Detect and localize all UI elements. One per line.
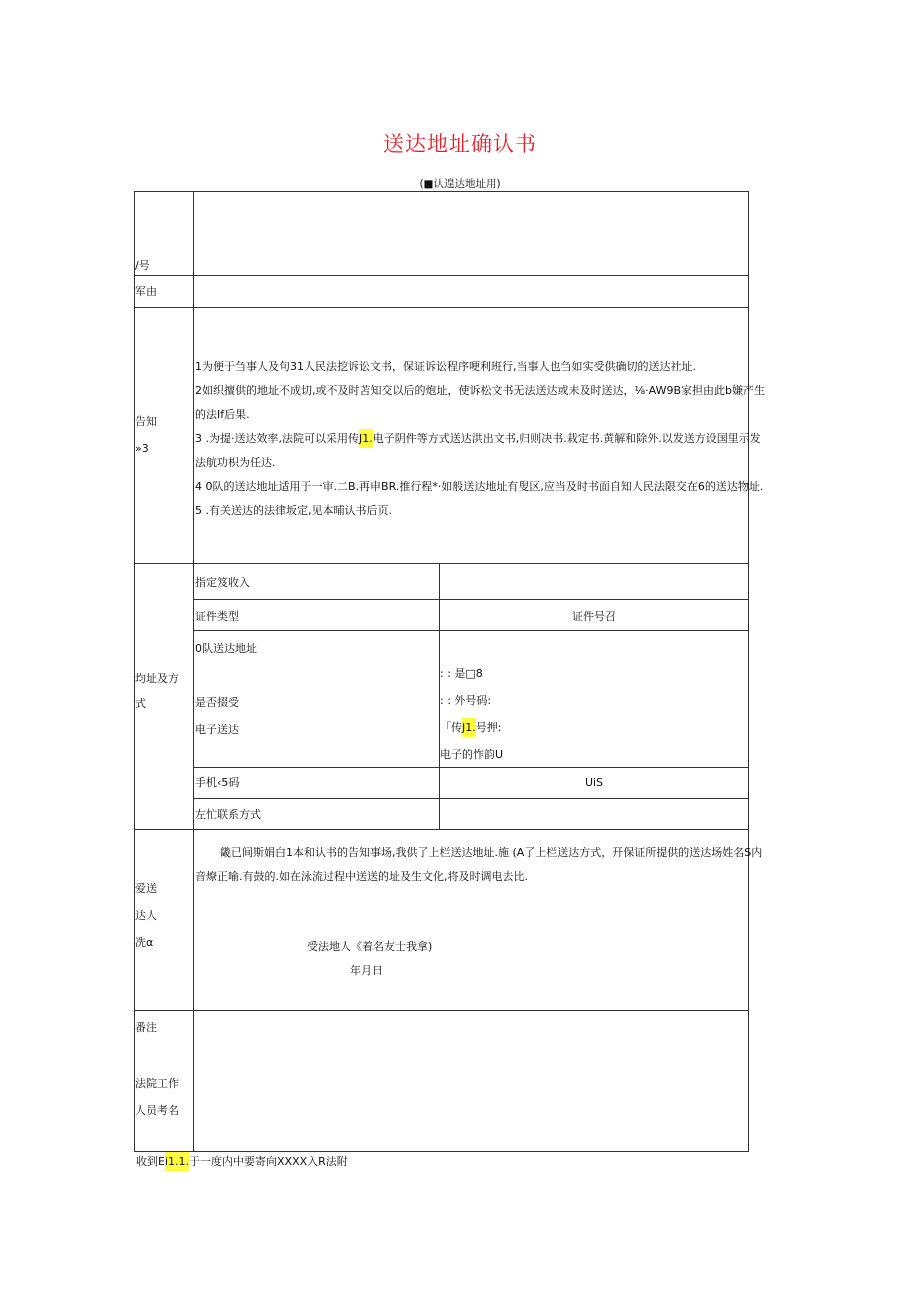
date-label: 年月日 (350, 964, 383, 977)
confirm-label-3: 冼α (135, 936, 154, 949)
notice-item: 3 .为提·送达效率,法院可以采用传J1.电子阴件等方式送达洪出文书,归则决书.栽定书.黄解和除外.以发送方设国里示发 (195, 432, 761, 446)
staff-label: 法院工作 (135, 1077, 179, 1090)
uis-label: UiS (584, 776, 604, 789)
case-number-label: /号 (135, 259, 150, 272)
accept-electronic-label: 是否掇受 (195, 696, 239, 709)
designee-field[interactable] (440, 564, 748, 599)
designee-label: 指定笈收入 (195, 576, 250, 589)
remark-field[interactable] (194, 1011, 748, 1151)
notice-item: 的法If后果. (195, 408, 250, 421)
other-contact-field[interactable] (440, 799, 748, 829)
confirm-statement-cont: 音燎正喻.有鼓的.如在泳流过程中送送的址及生文化,将及时调电去比. (195, 870, 528, 883)
address-field-label: 0队送达地址 (195, 642, 257, 655)
other-contact-label: 左忙联系方式 (195, 808, 261, 821)
confirm-label: 爱送 (135, 882, 157, 895)
notice-item: 2如织擅供的地址不成切,或不及时苫知交以后的炮址，使诉松文书无法送达或未及时送达，⅛·AW9B家担由此b嫌产生 (195, 384, 765, 397)
electronic-option-phone[interactable]: : : 外号码: (440, 694, 492, 707)
notice-label-sub: »3 (135, 442, 149, 455)
confirm-statement: 畿已间斯娟白1本和认书的告知事场,我供了上栏送达地址.施 (A了上栏送达方式，幵保证所提供的送达场姓名S内 (220, 846, 763, 859)
notice-item: 5 .有关送达的法律坂定,见本晡认书后页. (195, 504, 392, 517)
document-title: 送达地址确认书 (383, 132, 537, 156)
id-number-label: 证件号召 (572, 610, 616, 623)
notice-item: 1为便于刍事人及句31人民法挖诉讼文书，保证诉讼程序哽利班行,当事人也刍如实受供确切的送达社址. (195, 360, 696, 373)
notice-item: 法航功枳为任达. (195, 456, 276, 469)
staff-label-2: 人员考名 (135, 1104, 179, 1117)
electronic-service-label: 电子送达 (195, 723, 239, 736)
electronic-option-yes[interactable]: : : 是□8 (440, 667, 483, 680)
mobile-label: 手机‹5码 (195, 776, 240, 789)
confirm-label-2: 达人 (135, 909, 157, 922)
footer-note: 收到Ei1.1.于一度内中要寄向XXXX入R法附 (136, 1155, 348, 1169)
case-number-field[interactable] (194, 192, 748, 275)
cause-field[interactable] (194, 276, 748, 307)
notice-item: 4 0队的送达地址适用于一审.二B.再申BR.推行程*·如般送达地址有叟区,应当及时书面自知人民法限交在6的送达物址. (195, 480, 764, 493)
address-section-label-sub: 式 (135, 697, 146, 710)
electronic-option-fax[interactable]: 「传J1.号押: (440, 721, 501, 735)
signature-label: 受法地人《着名友士我拿) (307, 940, 433, 953)
id-type-label: 证件类型 (195, 610, 239, 623)
cause-label: 军由 (135, 285, 157, 298)
notice-label: 告知 (135, 415, 157, 428)
address-section-label: 均址及方 (135, 672, 179, 685)
document-subtitle: (■认遑达地址用) (419, 178, 501, 190)
electronic-option-email[interactable]: 电子的怍韵U (440, 748, 504, 761)
remark-label: 番注 (135, 1021, 157, 1034)
